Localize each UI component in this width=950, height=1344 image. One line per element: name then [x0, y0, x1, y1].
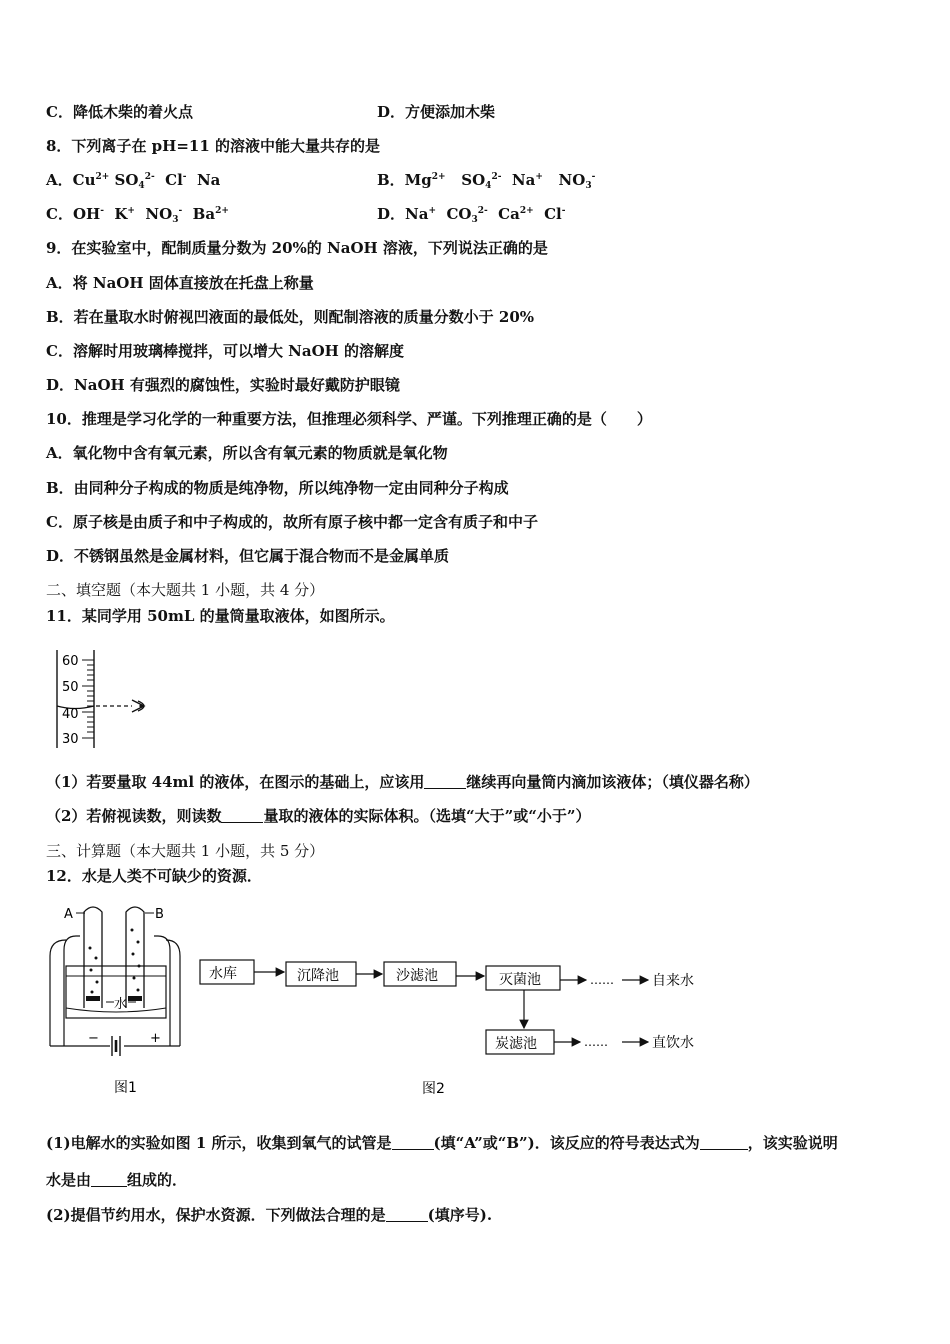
section-calc-heading: 三、计算题（本大题共 1 小题，共 5 分） — [46, 842, 325, 860]
q12-part2: (2)提倡节约用水，保护水资源．下列做法合理的是 (填序号). — [46, 1206, 493, 1224]
flow-ellipsis-2: …… — [584, 1035, 608, 1049]
q9-option-a: A．将 NaOH 固体直接放在托盘上称量 — [46, 274, 314, 292]
q10-option-d: D．不锈钢虽然是金属材料，但它属于混合物而不是金属单质 — [46, 547, 450, 565]
answer-blank[interactable] — [700, 1135, 748, 1150]
q9-option-d: D．NaOH 有强烈的腐蚀性，实验时最好戴防护眼镜 — [46, 376, 400, 394]
q10-option-a: A．氧化物中含有氧元素，所以含有氧元素的物质就是氧化物 — [46, 444, 448, 462]
graduated-cylinder-figure — [52, 648, 162, 752]
negative-terminal-label: − — [88, 1031, 99, 1046]
q8-option-b: B．$Mg^{2+}$ $SO_4^{2-}$ Na+ $NO_3^-$ — [377, 171, 596, 191]
q8-option-c: C．OH- K+ $NO_3^-$ $Ba^{2+}$ — [46, 205, 229, 225]
q12-part1-continued: 水是由 组成的． — [46, 1171, 188, 1189]
q7-option-d: D．方便添加木柴 — [377, 103, 496, 121]
answer-blank[interactable] — [424, 774, 466, 789]
answer-blank[interactable] — [91, 1172, 127, 1187]
flow-output-tap-water: 自来水 — [652, 973, 694, 989]
flow-label-sand-filter: 沙滤池 — [396, 968, 438, 984]
q8-stem: 8．下列离子在 pH=11 的溶液中能大量共存的是 — [46, 137, 380, 155]
tick-label-30: 30 — [62, 732, 79, 747]
answer-blank[interactable] — [392, 1135, 434, 1150]
water-treatment-flowchart — [196, 952, 716, 1100]
q8-option-d: D．Na+ $CO_3^{2-}$ $Ca^{2+}$ Cl- — [377, 205, 566, 225]
flow-label-sedimentation: 沉降池 — [297, 968, 339, 984]
water-label: 水 — [114, 997, 128, 1012]
flow-label-sterilization: 灭菌池 — [499, 972, 541, 988]
q11-stem: 11．某同学用 50mL 的量筒量取液体，如图所示。 — [46, 607, 395, 625]
positive-terminal-label: + — [150, 1031, 161, 1046]
eye-icon — [132, 700, 144, 712]
q11-part2: （2）若俯视读数，则读数 量取的液体的实际体积。（选填“大于”或“小于”） — [46, 807, 591, 825]
flow-ellipsis-1: …… — [590, 973, 614, 987]
flow-label-carbon-filter: 炭滤池 — [495, 1036, 537, 1052]
q10-option-b: B．由同种分子构成的物质是纯净物，所以纯净物一定由同种分子构成 — [46, 479, 509, 497]
tube-b-label: B — [155, 907, 164, 922]
q9-stem: 9．在实验室中，配制质量分数为 20%的 NaOH 溶液，下列说法正确的是 — [46, 239, 548, 257]
electrolysis-apparatus-figure — [44, 898, 190, 1100]
figure2-caption: 图2 — [422, 1081, 445, 1097]
q10-option-c: C．原子核是由质子和中子构成的，故所有原子核中都一定含有质子和中子 — [46, 513, 538, 531]
tick-label-40: 40 — [62, 707, 79, 722]
q9-option-c: C．溶解时用玻璃棒搅拌，可以增大 NaOH 的溶解度 — [46, 342, 405, 360]
q9-option-b: B．若在量取水时俯视凹液面的最低处，则配制溶液的质量分数小于 20% — [46, 308, 535, 326]
answer-blank[interactable] — [386, 1207, 428, 1222]
figure1-caption: 图1 — [114, 1080, 137, 1096]
q10-stem: 10．推理是学习化学的一种重要方法，但推理必须科学、严谨。下列推理正确的是（ ） — [46, 410, 652, 428]
tick-label-50: 50 — [62, 680, 79, 695]
q11-part1: （1）若要量取 44ml 的液体，在图示的基础上，应该用 继续再向量筒内滴加该液体；（填仪器名称） — [46, 773, 759, 791]
q8-option-a: A．$Cu^{2+}$ $SO_4^{2-}$ Cl- Na — [46, 171, 221, 191]
section-fill-in-heading: 二、填空题（本大题共 1 小题，共 4 分） — [46, 581, 325, 599]
tick-label-60: 60 — [62, 654, 79, 669]
flow-output-drinking-water: 直饮水 — [652, 1035, 694, 1051]
flow-label-reservoir: 水库 — [209, 966, 237, 982]
q12-part1: (1)电解水的实验如图 1 所示，收集到氧气的试管是 (填“A”或“B”)．该反应的符号表达式为 ，该实验说明 — [46, 1134, 838, 1152]
answer-blank[interactable] — [221, 808, 263, 823]
q12-stem: 12．水是人类不可缺少的资源． — [46, 867, 262, 885]
tube-a-label: A — [64, 907, 73, 922]
q7-option-c: C．降低木柴的着火点 — [46, 103, 193, 121]
